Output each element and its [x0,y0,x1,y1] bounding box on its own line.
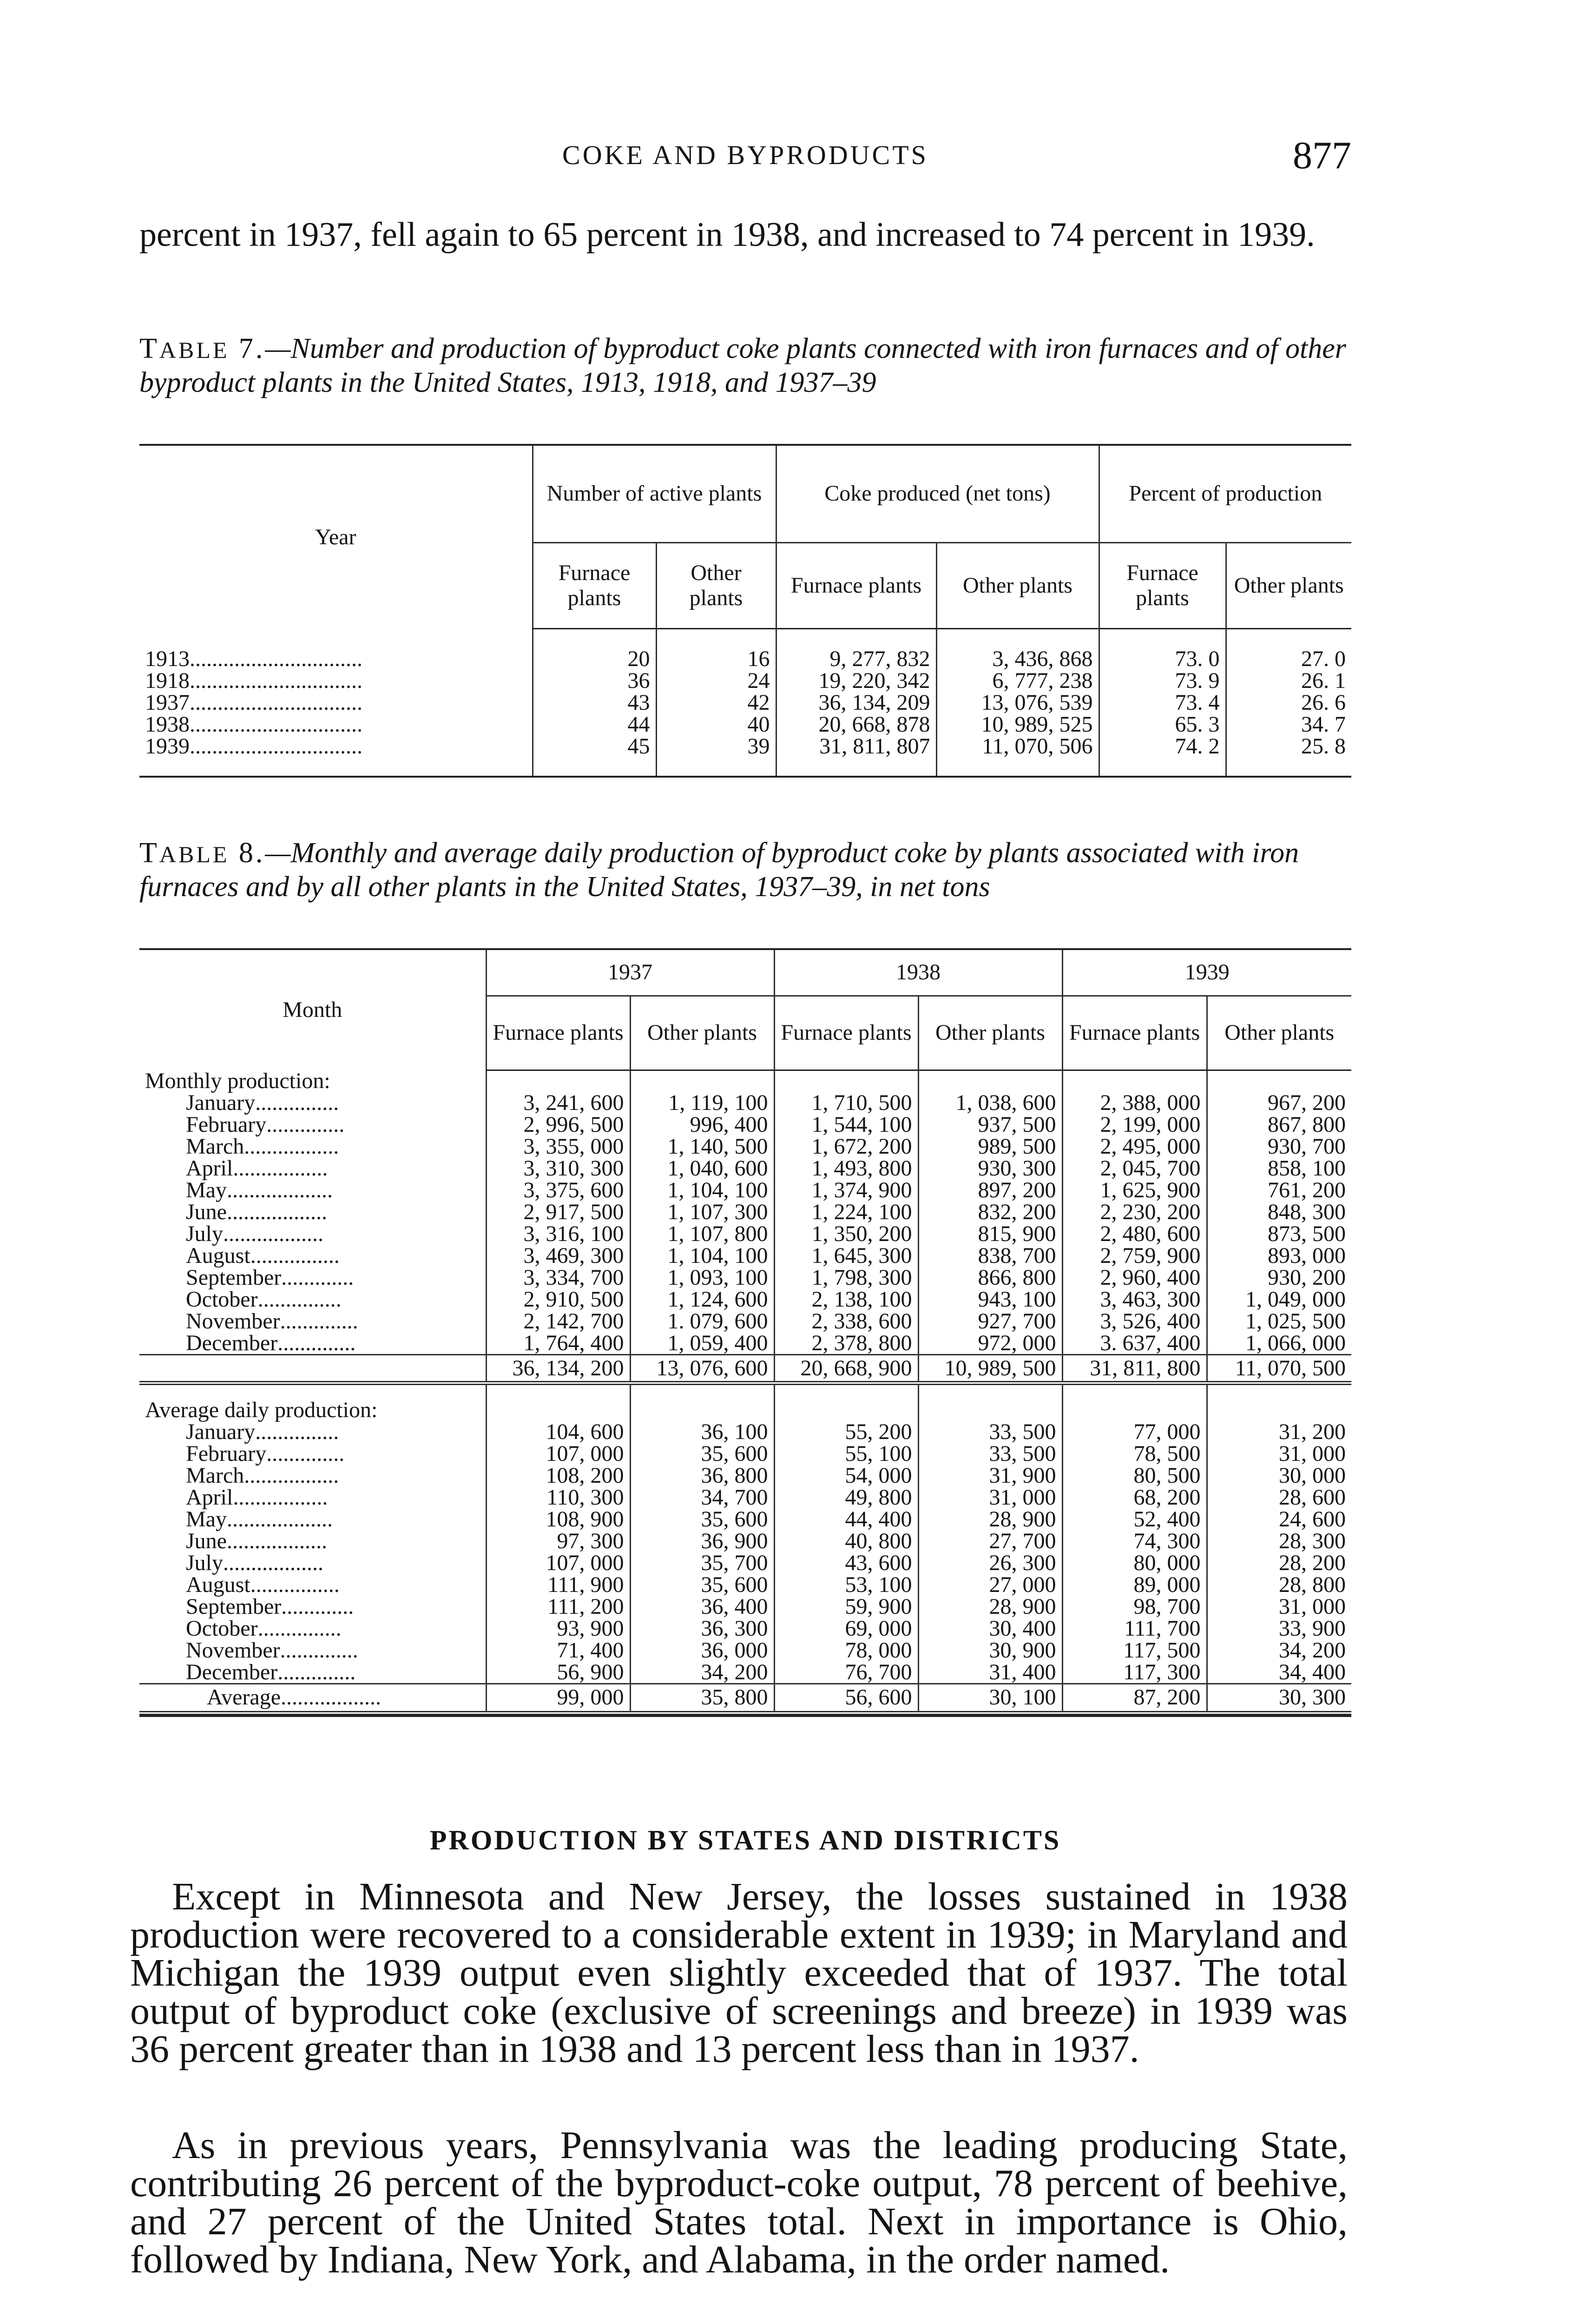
table8-year-1937-header: 1937 [486,949,774,996]
body-paragraph: Except in Minnesota and New Jersey, the losses sustained in 1938 production were recovered to a considerable extent in 1939; in Maryland and Michigan the 1939 output even slightly exceeded that of 1937. The total output of byproduct coke (exclusive of screenings and breeze) in 1939 was 36 percent greater than in 1938 and 13 percent less than in 1937. [130,1875,1348,2071]
table7-coke-produced-header: Coke produced (net tons) [776,445,1099,542]
table8-title: —Monthly and average daily production of byproduct coke by plants associated with iron furnaces and by all other plants in the United States, 1937–39, in net tons [139,837,1299,903]
table8-1937-furnace-header: Furnace plants [486,996,630,1070]
daily-section-label: Average daily production: [139,1383,1351,1421]
table-row: 1937............................... 43 42 36, 134, 209 13, 076, 539 73. 4 26. 6 [139,692,1351,713]
table8-month-header: Month [139,949,486,1070]
table7-furnace-plants-header: Furnace plants [533,542,656,628]
table-row: May................... 3, 375, 600 1, 104, 100 1, 374, 900 897, 200 1, 625, 900 761, 200 [139,1179,1351,1201]
table7-title: —Number and production of byproduct coke plants connected with iron furnaces and of other byproduct plants in the United States, 1913, 1918, and 1937–39 [139,333,1346,398]
table-row: April................. 110, 300 34, 700 49, 800 31, 000 68, 200 28, 600 [139,1486,1351,1508]
table7-percent-header: Percent of production [1099,445,1351,542]
table-row: August................ 3, 469, 300 1, 104, 100 1, 645, 300 838, 700 2, 759, 900 893, 000 [139,1245,1351,1267]
table7-year-header: Year [139,445,533,628]
table8-year-1939-header: 1939 [1062,949,1351,996]
daily-average-row: Average.................. 99, 000 35, 800 56, 600 30, 100 87, 200 30, 300 [139,1684,1351,1713]
table7 [139,444,1351,776]
table-bottom-rule [139,776,1351,778]
table8-1938-other-header: Other plants [918,996,1062,1070]
monthly-total-row: 36, 134, 200 13, 076, 600 20, 668, 900 10, 989, 500 31, 811, 800 11, 070, 500 [139,1355,1351,1383]
table7-active-plants-header: Number of active plants [533,445,776,542]
table-row: October............... 93, 900 36, 300 69, 000 30, 400 111, 700 33, 900 [139,1618,1351,1639]
table8-year-1938-header: 1938 [774,949,1062,996]
table-row: July.................. 3, 316, 100 1, 107, 800 1, 350, 200 815, 900 2, 480, 600 873, 500 [139,1223,1351,1245]
table-row: 1918............................... 36 24 19, 220, 342 6, 777, 238 73. 9 26. 1 [139,670,1351,692]
running-header [139,134,1351,181]
table7-caption [139,332,1351,399]
table-row: December.............. 56, 900 34, 200 76, 700 31, 400 117, 300 34, 400 [139,1661,1351,1684]
intro-paragraph: percent in 1937, fell again to 65 percent in 1938, and increased to 74 percent in 1939. [139,216,1315,254]
table-row: December.............. 1, 764, 400 1, 059, 400 2, 378, 800 972, 000 3. 637, 400 1, 066, 000 [139,1332,1351,1355]
table-bottom-rule [139,1715,1351,1717]
table-row: March................. 108, 200 36, 800 54, 000 31, 900 80, 500 30, 000 [139,1465,1351,1486]
table-row: September............. 3, 334, 700 1, 093, 100 1, 798, 300 866, 800 2, 960, 400 930, 200 [139,1267,1351,1288]
table7-furnace-percent-header: Furnace plants [1099,542,1226,628]
table-row: 1913............................... 20 16 9, 277, 832 3, 436, 868 73. 0 27. 0 [139,648,1351,670]
table8-monthly-section [139,1070,1351,1092]
table-row: July.................. 107, 000 35, 700 43, 600 26, 300 80, 000 28, 200 [139,1552,1351,1574]
table8 [139,948,1351,1715]
table8-1939-furnace-header: Furnace plants [1062,996,1207,1070]
table-row: June.................. 2, 917, 500 1, 107, 300 1, 224, 100 832, 200 2, 230, 200 848, 300 [139,1201,1351,1223]
table8-1937-other-header: Other plants [630,996,774,1070]
table-row: February.............. 2, 996, 500 996, 400 1, 544, 100 937, 500 2, 199, 000 867, 800 [139,1114,1351,1136]
table-row: January............... 3, 241, 600 1, 119, 100 1, 710, 500 1, 038, 600 2, 388, 000 967, 200 [139,1092,1351,1114]
running-title: COKE AND BYPRODUCTS [562,140,928,170]
table-row: August................ 111, 900 35, 600 53, 100 27, 000 89, 000 28, 800 [139,1574,1351,1596]
table7-other-tons-header: Other plants [936,542,1099,628]
table7-label: TABLE 7. [139,333,265,364]
section-heading: PRODUCTION BY STATES AND DISTRICTS [429,1825,1061,1855]
page-number: 877 [1293,134,1351,177]
monthly-section-label: Monthly production: [139,1070,1351,1092]
table7-furnace-tons-header: Furnace plants [776,542,936,628]
table-row: May................... 108, 900 35, 600 44, 400 28, 900 52, 400 24, 600 [139,1508,1351,1530]
table-row: September............. 111, 200 36, 400 59, 900 28, 900 98, 700 31, 000 [139,1596,1351,1618]
table7-other-percent-header: Other plants [1226,542,1351,628]
table8-1939-other-header: Other plants [1207,996,1351,1070]
table-row: June.................. 97, 300 36, 900 40, 800 27, 700 74, 300 28, 300 [139,1530,1351,1552]
table7-other-plants-header: Other plants [656,542,776,628]
table8-1938-furnace-header: Furnace plants [774,996,918,1070]
table-row: February.............. 107, 000 35, 600 55, 100 33, 500 78, 500 31, 000 [139,1443,1351,1465]
table8-caption [139,837,1351,903]
table-row: October............... 2, 910, 500 1, 124, 600 2, 138, 100 943, 100 3, 463, 300 1, 049, 000 [139,1288,1351,1310]
table-row: January............... 104, 600 36, 100 55, 200 33, 500 77, 000 31, 200 [139,1421,1351,1443]
table-row: March................. 3, 355, 000 1, 140, 500 1, 672, 200 989, 500 2, 495, 000 930, 700 [139,1136,1351,1157]
table-row: April................. 3, 310, 300 1, 040, 600 1, 493, 800 930, 300 2, 045, 700 858, 100 [139,1157,1351,1179]
table8-daily-rows [139,1421,1351,1684]
table8-label: TABLE 8. [139,837,265,869]
table-row: 1938............................... 44 40 20, 668, 878 10, 989, 525 65. 3 34. 7 [139,713,1351,735]
table-row: November.............. 71, 400 36, 000 78, 000 30, 900 117, 500 34, 200 [139,1639,1351,1661]
table-row: November.............. 2, 142, 700 1. 079, 600 2, 338, 600 927, 700 3, 526, 400 1, 025, 500 [139,1310,1351,1332]
table8-monthly-rows [139,1092,1351,1355]
body-paragraph: As in previous years, Pennsylvania was the leading producing State, contributing 26 percent of the byproduct-coke output, 78 percent of beehive, and 27 percent of the United States total. Next in importance is Ohio, followed by Indiana, New York, and Alabama, in the order named. [130,2124,1348,2281]
table-row: 1939............................... 45 39 31, 811, 807 11, 070, 506 74. 2 25. 8 [139,735,1351,757]
